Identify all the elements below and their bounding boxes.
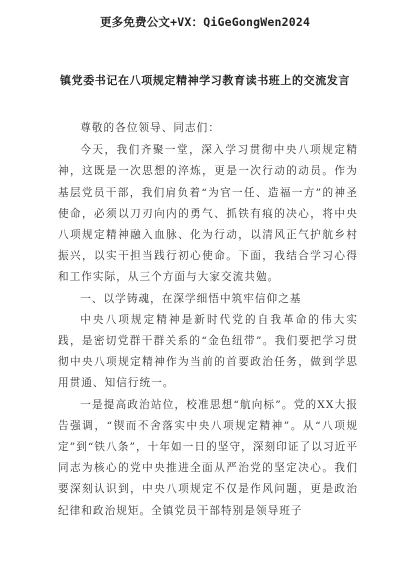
salutation: 尊敬的各位领导、同志们：: [80, 122, 220, 134]
section-heading: 一、以学铸魂，在深学细悟中筑牢信仰之基: [80, 292, 302, 305]
document-title: 镇党委书记在八项规定精神学习教育读书班上的交流发言: [60, 74, 350, 87]
paragraph: 中央八项规定精神是新时代党的自我革命的伟大实践，是密切党群干群关系的“金色纽带”。我们要把学习贯彻中央八项规定精神作为当前的首要政治任务，做到学思用贯通、知信行统一。: [58, 313, 358, 390]
document-body: [58, 118, 358, 522]
paragraph: 今天，我们齐聚一堂，深入学习贯彻中央八项规定精神，这既是一次思想的淬炼，更是一次行动的动员。作为基层党员干部，我们肩负着“为官一任、造福一方”的神圣使命，必须以刀刃向内的勇气、抓铁有痕的决心，将中央八项规定精神融入血脉、化为行动，以清风正气护航乡村振兴，以实干担当践行初心使命。下面，我结合学习心得和工作实际，从三个方面与大家交流共勉。: [58, 144, 358, 284]
watermark-header: 更多免费公文+VX：QiGeGongWen2024: [99, 15, 311, 29]
paragraph: 一是提高政治站位，校准思想“航向标”。党的XX大报告强调，“锲而不舍落实中央八项规定精神”。从“八项规定”到“铁八条”，十年如一日的坚守，深刻印证了以习近平同志为核心的党中央推进全面从严治党的坚定决心。我们要深刻认识到，中央八项规定不仅是作风问题，更是政治纪律和政治规矩。全镇党员干部特别是领导班子: [58, 398, 358, 517]
